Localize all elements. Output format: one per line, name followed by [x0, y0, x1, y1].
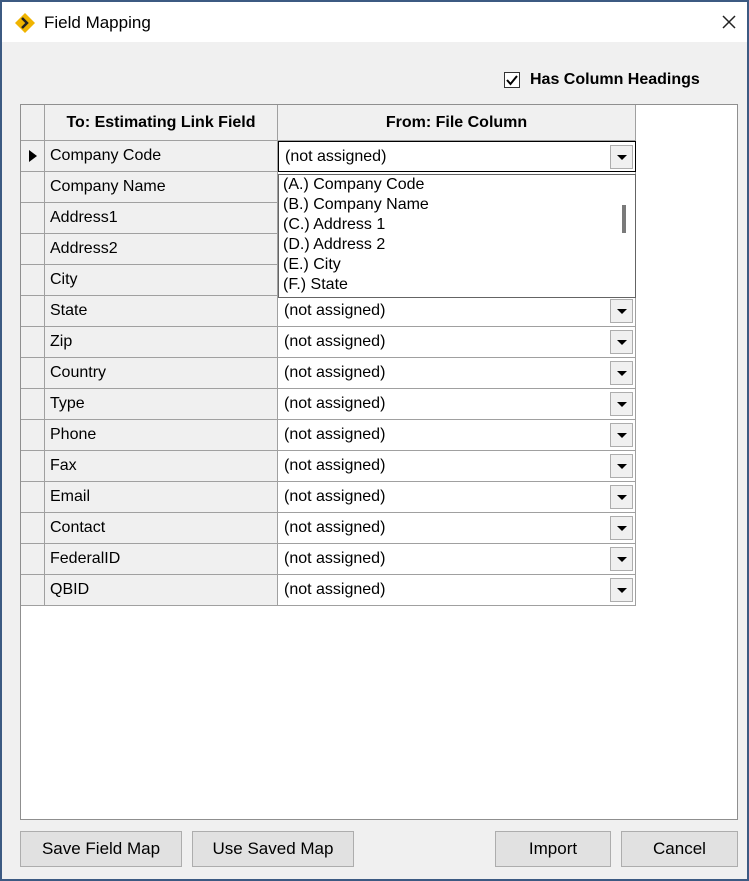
row-header[interactable]	[21, 544, 45, 575]
row-header[interactable]	[21, 420, 45, 451]
file-column-value: (not assigned)	[284, 364, 386, 381]
file-column-combo[interactable]	[278, 451, 636, 482]
column-header-from-file[interactable]: From: File Column	[278, 105, 636, 141]
file-column-value: (not assigned)	[284, 426, 386, 443]
row-header[interactable]	[21, 451, 45, 482]
file-column-value: (not assigned)	[284, 519, 386, 536]
table-row[interactable]	[21, 544, 636, 575]
dropdown-button[interactable]	[610, 392, 633, 416]
file-column-combo[interactable]	[278, 141, 636, 172]
table-row[interactable]	[21, 451, 636, 482]
table-row[interactable]	[21, 482, 636, 513]
link-field-cell: Address1	[45, 203, 278, 234]
current-row-indicator-icon	[29, 150, 37, 162]
close-icon	[721, 14, 737, 30]
dropdown-option[interactable]: (D.) Address 2	[283, 236, 386, 253]
file-column-combo[interactable]	[278, 544, 636, 575]
table-row[interactable]	[21, 575, 636, 606]
import-button[interactable]: Import	[495, 831, 611, 867]
dropdown-scrollbar[interactable]	[613, 175, 635, 297]
dropdown-button[interactable]	[610, 423, 633, 447]
link-field-cell: FederalID	[45, 544, 278, 575]
row-header[interactable]	[21, 389, 45, 420]
dropdown-button[interactable]	[610, 578, 633, 602]
link-field-cell: Company Name	[45, 172, 278, 203]
use-saved-map-button[interactable]: Use Saved Map	[192, 831, 354, 867]
chevron-down-icon	[617, 588, 627, 593]
link-field-cell: Fax	[45, 451, 278, 482]
table-row[interactable]	[21, 327, 636, 358]
window-title: Field Mapping	[44, 13, 151, 32]
link-field-cell: State	[45, 296, 278, 327]
dropdown-button[interactable]	[610, 299, 633, 323]
link-field-cell: Phone	[45, 420, 278, 451]
link-field-cell: QBID	[45, 575, 278, 606]
dropdown-button[interactable]	[610, 361, 633, 385]
has-column-headings-label: Has Column Headings	[530, 71, 700, 88]
chevron-down-icon	[617, 557, 627, 562]
has-column-headings-option[interactable]	[504, 71, 700, 89]
scrollbar-thumb[interactable]	[622, 205, 626, 233]
row-header[interactable]	[21, 513, 45, 544]
dropdown-button[interactable]	[610, 145, 633, 169]
table-row[interactable]	[21, 513, 636, 544]
file-column-dropdown-list[interactable]	[278, 174, 636, 298]
dropdown-option[interactable]: (B.) Company Name	[283, 196, 429, 213]
table-row[interactable]	[21, 296, 636, 327]
row-header[interactable]	[21, 482, 45, 513]
file-column-value: (not assigned)	[284, 488, 386, 505]
link-field-cell: Company Code	[45, 141, 278, 172]
file-column-value: (not assigned)	[285, 148, 387, 165]
dropdown-option[interactable]: (F.) State	[283, 276, 348, 293]
dropdown-button[interactable]	[610, 547, 633, 571]
link-field-cell: Type	[45, 389, 278, 420]
link-field-cell: Contact	[45, 513, 278, 544]
row-header[interactable]	[21, 575, 45, 606]
row-header[interactable]	[21, 327, 45, 358]
chevron-down-icon	[617, 526, 627, 531]
grid-header-row	[21, 105, 636, 141]
file-column-value: (not assigned)	[284, 550, 386, 567]
dropdown-button[interactable]	[610, 516, 633, 540]
checkmark-icon	[506, 74, 518, 86]
row-header[interactable]	[21, 172, 45, 203]
column-header-to-field[interactable]: To: Estimating Link Field	[45, 105, 278, 141]
link-field-cell: Zip	[45, 327, 278, 358]
row-header[interactable]	[21, 141, 45, 172]
link-field-cell: Email	[45, 482, 278, 513]
link-field-cell: Country	[45, 358, 278, 389]
has-column-headings-checkbox[interactable]	[504, 72, 520, 88]
chevron-down-icon	[617, 155, 627, 160]
chevron-down-icon	[617, 309, 627, 314]
file-column-value: (not assigned)	[284, 581, 386, 598]
file-column-value: (not assigned)	[284, 333, 386, 350]
file-column-combo[interactable]	[278, 482, 636, 513]
file-column-value: (not assigned)	[284, 457, 386, 474]
chevron-down-icon	[617, 495, 627, 500]
table-row[interactable]	[21, 358, 636, 389]
chevron-down-icon	[617, 340, 627, 345]
dropdown-button[interactable]	[610, 330, 633, 354]
close-button[interactable]	[711, 2, 747, 42]
dropdown-option[interactable]: (A.) Company Code	[283, 176, 425, 193]
file-column-value: (not assigned)	[284, 302, 386, 319]
row-header[interactable]	[21, 203, 45, 234]
save-field-map-button[interactable]: Save Field Map	[20, 831, 182, 867]
file-column-combo[interactable]	[278, 513, 636, 544]
dropdown-option[interactable]: (E.) City	[283, 256, 341, 273]
dropdown-button[interactable]	[610, 485, 633, 509]
file-column-value: (not assigned)	[284, 395, 386, 412]
link-field-cell: Address2	[45, 234, 278, 265]
dropdown-option[interactable]: (C.) Address 1	[283, 216, 386, 233]
file-column-combo[interactable]	[278, 420, 636, 451]
title-bar	[2, 2, 747, 42]
cancel-button[interactable]: Cancel	[621, 831, 738, 867]
file-column-combo[interactable]	[278, 358, 636, 389]
row-header[interactable]	[21, 296, 45, 327]
row-header[interactable]	[21, 265, 45, 296]
table-row[interactable]	[21, 141, 636, 172]
chevron-down-icon	[617, 371, 627, 376]
link-field-cell: City	[45, 265, 278, 296]
grid-corner-cell	[21, 105, 45, 141]
file-column-combo[interactable]	[278, 389, 636, 420]
file-column-combo[interactable]	[278, 327, 636, 358]
chevron-down-icon	[617, 433, 627, 438]
chevron-down-icon	[617, 402, 627, 407]
app-logo-icon	[14, 12, 36, 34]
row-header[interactable]	[21, 234, 45, 265]
table-row[interactable]	[21, 420, 636, 451]
file-column-combo[interactable]	[278, 296, 636, 327]
table-row[interactable]	[21, 389, 636, 420]
row-header[interactable]	[21, 358, 45, 389]
chevron-down-icon	[617, 464, 627, 469]
dropdown-button[interactable]	[610, 454, 633, 478]
file-column-combo[interactable]	[278, 575, 636, 606]
